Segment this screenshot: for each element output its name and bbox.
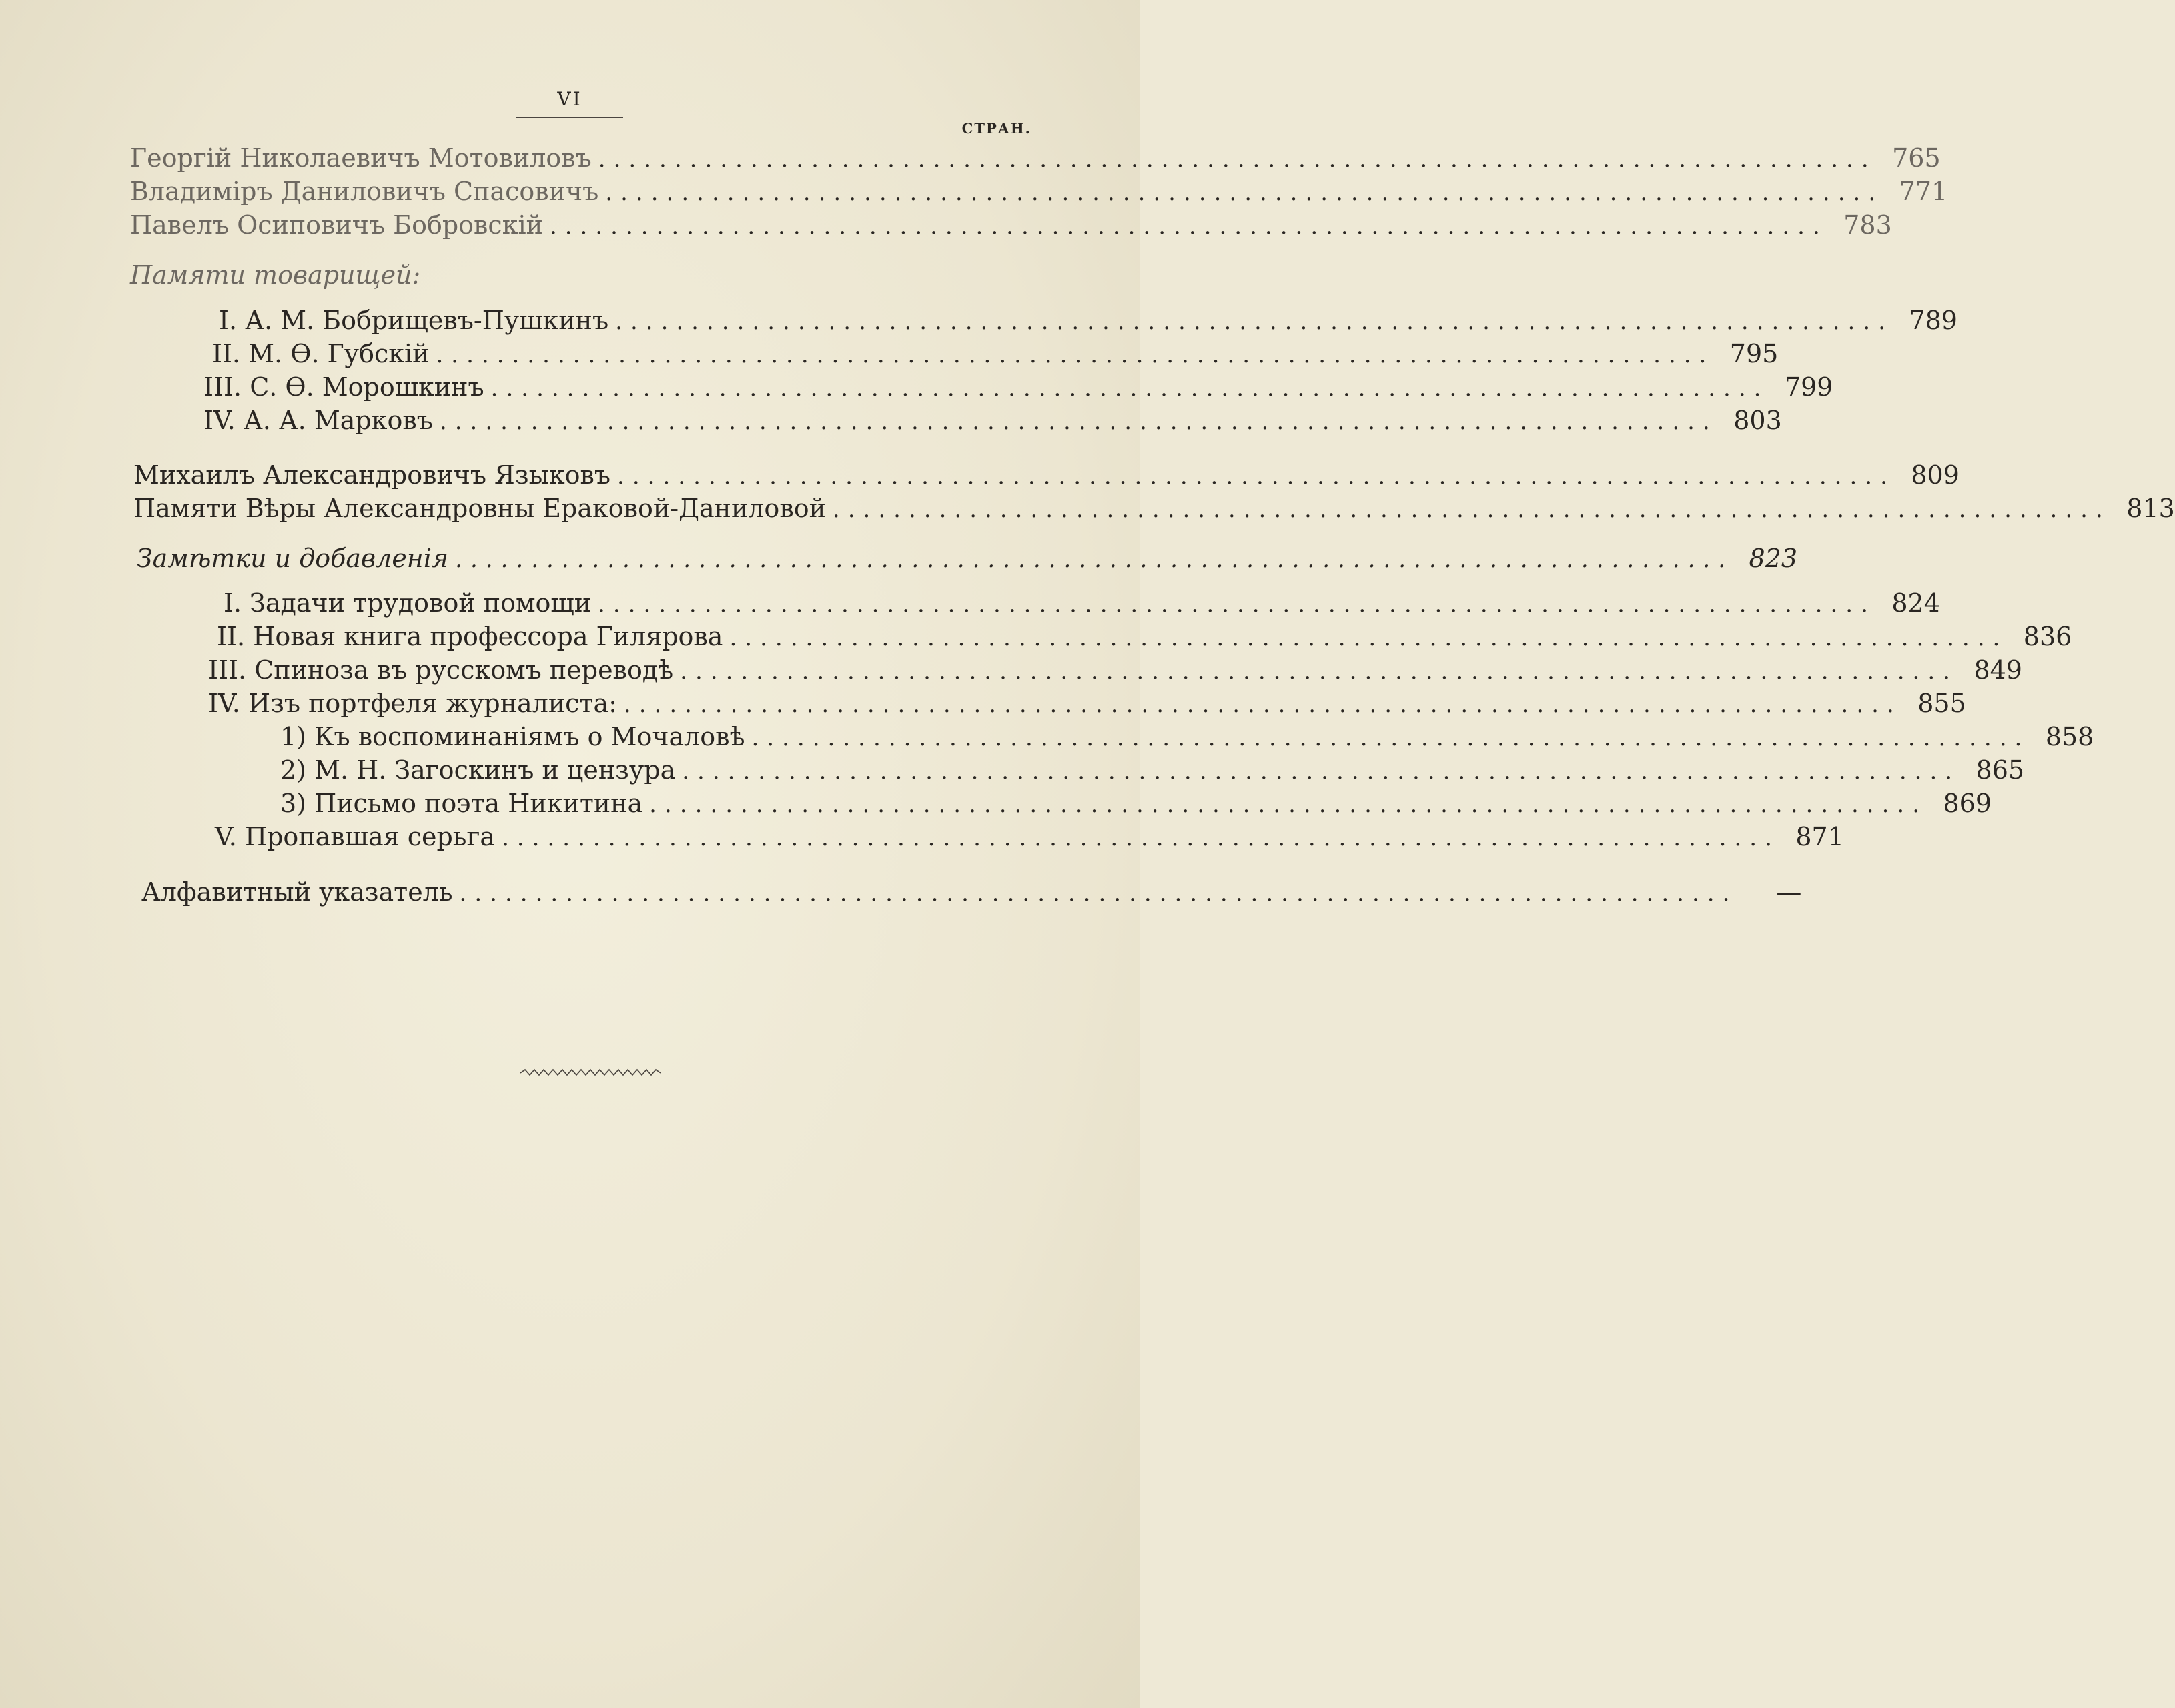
toc-entry-title: I. Задачи трудовой помощи — [224, 588, 592, 618]
toc-entry-page: 803 — [1733, 406, 1782, 435]
toc-entry-title: V. Пропавшая серьга — [215, 822, 496, 851]
toc-entry-page: 765 — [1892, 143, 1941, 173]
toc-entry[interactable] — [130, 177, 1948, 213]
leader-dots: .................................................................................... — [490, 375, 1769, 402]
toc-section-title: Памяти товарищей: — [130, 260, 421, 290]
toc-entry[interactable] — [212, 339, 1779, 375]
toc-entry-title: II. Новая книга профессора Гилярова — [217, 622, 723, 651]
toc-entry-page: 809 — [1911, 460, 1960, 490]
toc-entry[interactable] — [130, 143, 1941, 179]
leader-dots: .................................................................................... — [598, 591, 1876, 618]
toc-entry-page: 783 — [1843, 210, 1892, 240]
toc-entry-page: 869 — [1943, 789, 1992, 818]
toc-entry[interactable] — [203, 372, 1833, 408]
toc-entry[interactable] — [280, 755, 2025, 791]
toc-entry[interactable] — [280, 789, 1992, 825]
toc-entry[interactable] — [130, 210, 1892, 246]
leader-dots: .................................................................................... — [832, 496, 2111, 523]
toc-entry-title: Михаилъ Александровичъ Языковъ — [133, 460, 611, 490]
toc-entry[interactable] — [215, 822, 1844, 858]
leader-dots: .................................................................................... — [502, 825, 1780, 851]
toc-entry-title: 1) Къ воспоминаніямъ о Мочаловѣ — [280, 722, 745, 751]
leader-dots: .................................................................................... — [436, 342, 1715, 368]
toc-entry-title: IV. А. А. Марковъ — [203, 406, 433, 435]
toc-entry[interactable] — [141, 877, 1802, 913]
toc-entry-title: III. С. Ѳ. Морошкинъ — [203, 372, 484, 402]
toc-entry[interactable] — [203, 406, 1782, 442]
toc-entry-title: 3) Письмо поэта Никитина — [280, 789, 643, 818]
toc-entry-page: 813 — [2126, 494, 2175, 523]
leader-dots: .................................................................................... — [615, 308, 1893, 335]
page-header — [0, 88, 1140, 118]
toc-entry-title: Георгій Николаевичъ Мотовиловъ — [130, 143, 592, 173]
toc-entry-page: 799 — [1784, 372, 1833, 402]
toc-entry-page: 855 — [1917, 689, 1966, 718]
leader-dots: .................................................................................... — [459, 880, 1738, 907]
toc-section-heading — [130, 260, 1027, 296]
toc-entry[interactable] — [137, 544, 1797, 580]
leader-dots: .................................................................................... — [598, 146, 1877, 173]
toc-entry[interactable] — [208, 655, 2022, 691]
page-number: VI — [557, 88, 582, 110]
toc-entry-page: 771 — [1899, 177, 1948, 206]
toc-entry[interactable] — [280, 722, 2094, 758]
toc-entry-page: 849 — [1974, 655, 2022, 685]
toc-entry-title: Замѣтки и добавленія — [137, 544, 449, 573]
toc-entry-page: — — [1776, 877, 1802, 907]
toc-entry-page: 789 — [1909, 306, 1958, 335]
leader-dots: .................................................................................... — [623, 691, 1902, 718]
toc-entry-title: Алфавитный указатель — [141, 877, 453, 907]
toc-entry-page: 795 — [1729, 339, 1779, 368]
toc-entry-title: Павелъ Осиповичъ Бобровскій — [130, 210, 543, 240]
leader-dots: .................................................................................... — [729, 624, 2008, 651]
toc-entry[interactable] — [208, 689, 1966, 725]
wavy-divider-ornament — [520, 1068, 661, 1078]
toc-entry-title: 2) М. Н. Загоскинъ и цензура — [280, 755, 676, 785]
leader-dots: .................................................................................... — [751, 725, 2030, 751]
toc-entry-title: II. М. Ѳ. Губскій — [212, 339, 430, 368]
leader-dots: .................................................................................... — [549, 213, 1828, 240]
header-rule — [516, 117, 623, 118]
toc-entry-title: Памяти Вѣры Александровны Ераковой-Даниловой — [133, 494, 826, 523]
toc-entry-page: 824 — [1891, 588, 1940, 618]
toc-entry-page: 836 — [2023, 622, 2072, 651]
toc-entry[interactable] — [224, 588, 1940, 624]
leader-dots: .................................................................................... — [649, 791, 1927, 818]
toc-entry[interactable] — [219, 306, 1958, 342]
toc-entry[interactable] — [133, 494, 2175, 530]
toc-entry-page: 871 — [1795, 822, 1844, 851]
toc-entry[interactable] — [133, 460, 1960, 496]
toc-entry[interactable] — [217, 622, 2072, 658]
page-column-label: СТРАН. — [961, 120, 1031, 137]
toc-entry-title: III. Спиноза въ русскомъ переводѣ — [208, 655, 674, 685]
leader-dots: .................................................................................... — [605, 179, 1884, 206]
toc-entry-title: IV. Изъ портфеля журналиста: — [208, 689, 617, 718]
leader-dots: .................................................................................... — [439, 408, 1718, 435]
leader-dots: .................................................................................... — [682, 758, 1961, 785]
leader-dots: .................................................................................... — [617, 463, 1895, 490]
leader-dots: .................................................................................... — [455, 546, 1733, 573]
toc-entry-title: Владиміръ Даниловичъ Спасовичъ — [130, 177, 599, 206]
toc-entry-title: I. А. М. Бобрищевъ-Пушкинъ — [219, 306, 609, 335]
toc-entry-page: 858 — [2045, 722, 2094, 751]
toc-entry-page: 865 — [1976, 755, 2025, 785]
leader-dots: .................................................................................... — [680, 658, 1958, 685]
toc-entry-page: 823 — [1749, 544, 1797, 573]
